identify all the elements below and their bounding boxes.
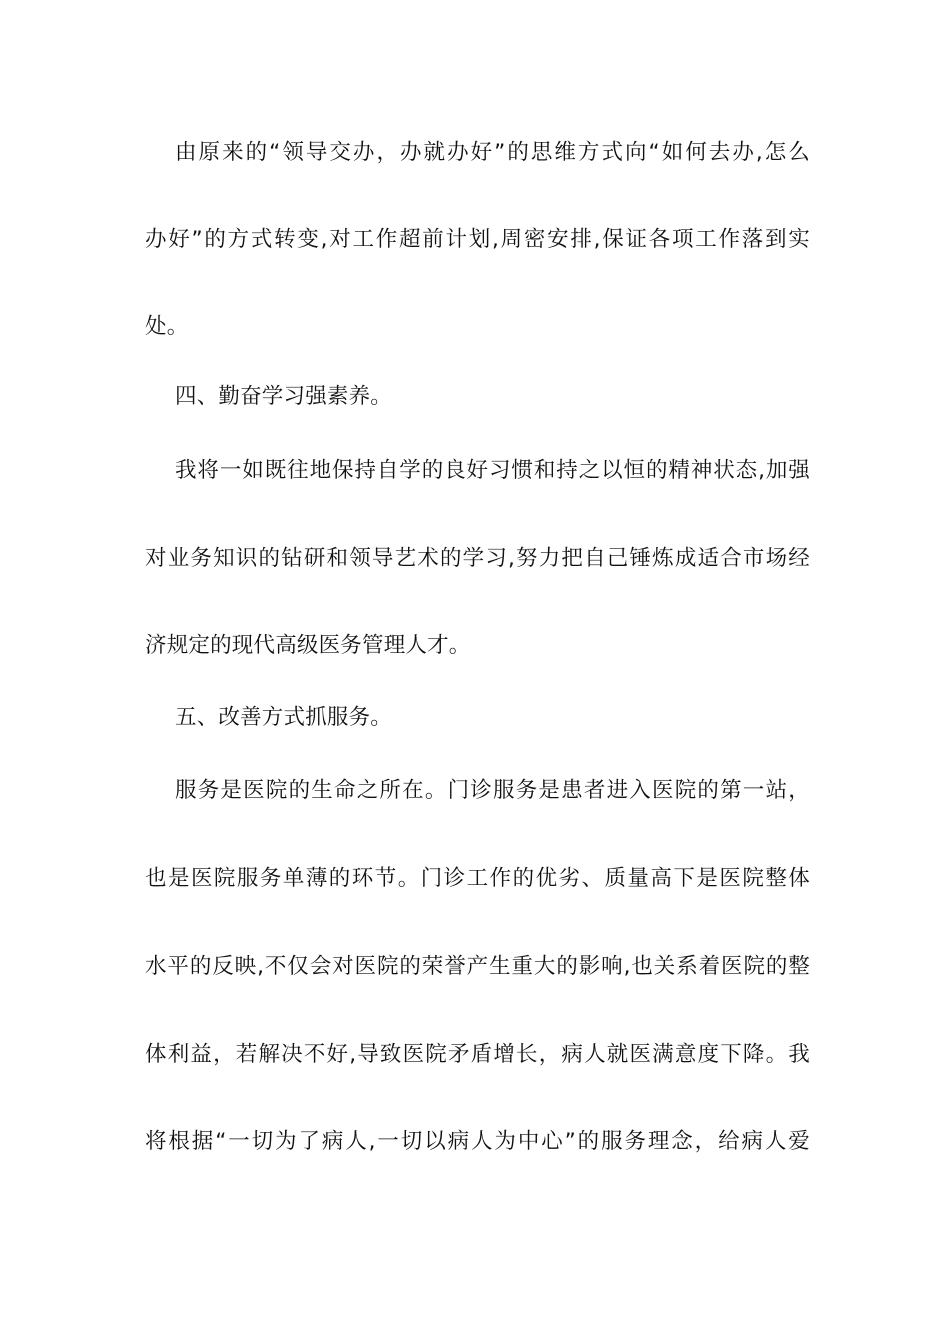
section-heading-5: 五、改善方式抓服务。 [175, 705, 393, 730]
paragraph-line-13: 将根据“一切为了病人,一切以病人为中心”的服务理念，给病人爱 [145, 1129, 810, 1154]
paragraph-line-11: 水平的反映,不仅会对医院的荣誉产生重大的影响,也关系着医院的整 [145, 954, 810, 979]
paragraph-line-10: 也是医院服务单薄的环节。门诊工作的优劣、质量高下是医院整体 [145, 866, 810, 891]
paragraph-line-3: 处。 [145, 314, 189, 339]
paragraph-line-1: 由原来的“领导交办，办就办好”的思维方式向“如何去办,怎么 [175, 140, 810, 165]
paragraph-line-12: 体利益，若解决不好,导致医院矛盾增长，病人就医满意度下降。我 [145, 1042, 810, 1067]
paragraph-line-6: 对业务知识的钻研和领导艺术的学习,努力把自己锤炼成适合市场经 [145, 546, 810, 571]
paragraph-line-9: 服务是医院的生命之所在。门诊服务是患者进入医院的第一站， [175, 778, 810, 803]
section-heading-4: 四、勤奋学习强素养。 [175, 384, 393, 409]
paragraph-line-7: 济规定的现代高级医务管理人才。 [145, 633, 471, 658]
paragraph-line-2: 办好”的方式转变,对工作超前计划,周密安排,保证各项工作落到实 [145, 227, 810, 252]
paragraph-line-5: 我将一如既往地保持自学的良好习惯和持之以恒的精神状态,加强 [175, 458, 810, 483]
